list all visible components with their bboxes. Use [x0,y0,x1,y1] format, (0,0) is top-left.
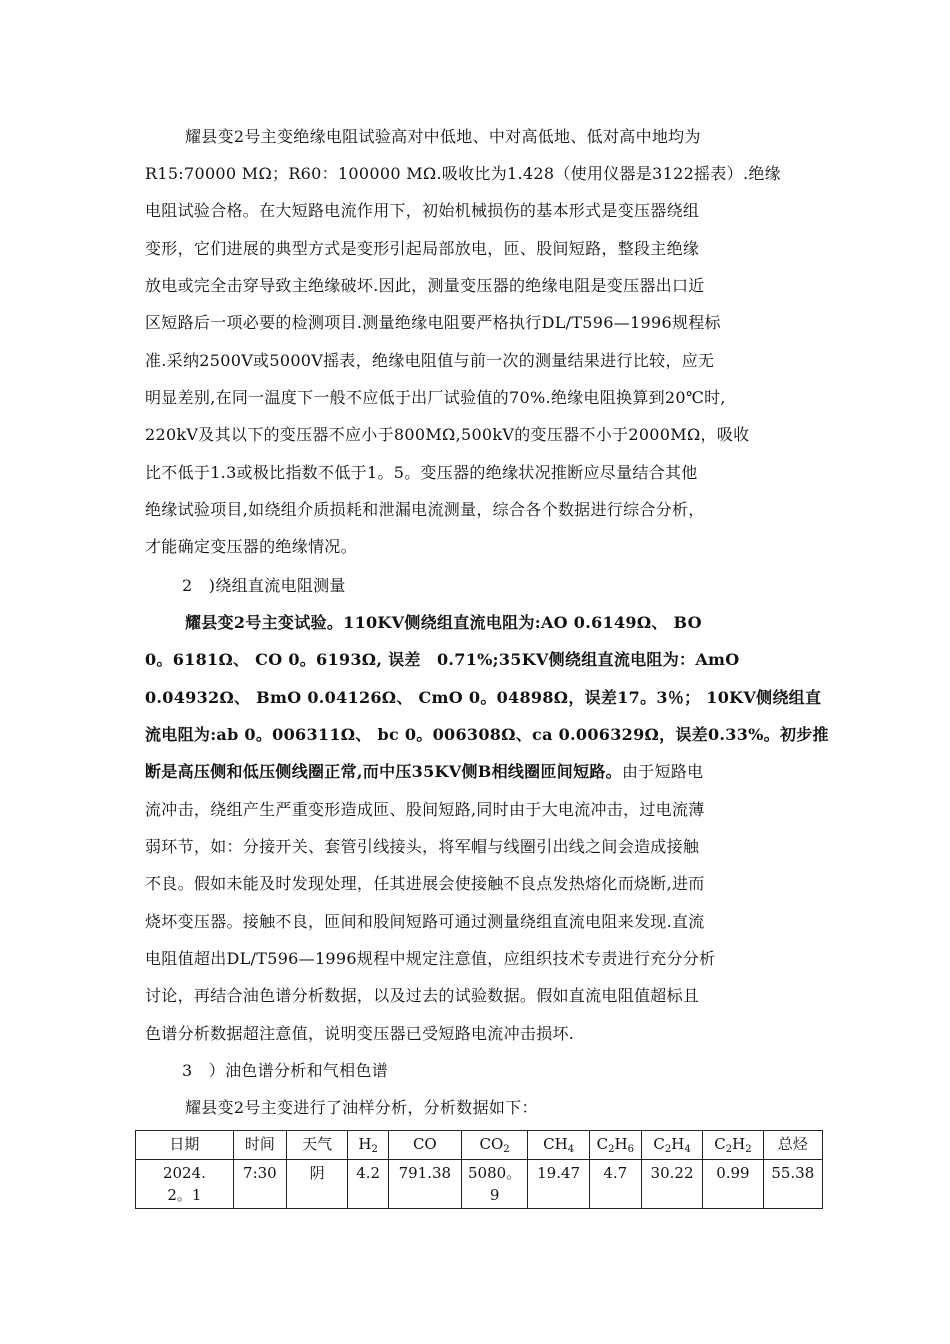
text-line: 流电阻为:ab 0。006311Ω、 bc 0。006308Ω、ca 0.006329Ω，误差0.33%。初步推 [145,725,829,744]
text-line [145,762,815,782]
header-subscript: 2 [725,1144,733,1155]
text-line: 电阻试验合格。在大短路电流作用下，初始机械损伤的基本形式是变压器绕组 [145,201,700,220]
col-header-h2 [348,1131,389,1160]
text-line: 烧坏变压器。接触不良，匝间和股间短路可通过测量绕组直流电阻来发现.直流 [145,912,705,931]
text-line: 放电或完全击穿导致主绝缘破坏.因此，测量变压器的绝缘电阻是变压器出口近 [145,276,705,295]
col-header-co [388,1131,461,1160]
cell-h2: 4.2 [348,1160,389,1209]
cell-c2h6: 4.7 [589,1160,641,1209]
header-text: 日期 [169,1135,200,1153]
section-heading-dc-resistance: 2 )绕组直流电阻测量 [182,576,346,595]
header-subscript: 2 [371,1144,378,1155]
col-header-co2 [461,1131,528,1160]
col-header-total-hydrocarbon [763,1131,822,1160]
cell-time: 7:30 [233,1160,286,1209]
cell-ch4: 19.47 [528,1160,589,1209]
text-line: 色谱分析数据超注意值，说明变压器已受短路电流冲击损坏. [145,1024,575,1043]
text-line: 绝缘试验项目,如绕组介质损耗和泄漏电流测量，综合各个数据进行综合分析， [145,500,705,519]
text-span-bold: 断是高压侧和低压侧线圈正常,而中压35KV侧B相线圈匝间短路。 [145,762,622,781]
cell-total-hydrocarbon: 55.38 [763,1160,822,1209]
header-subscript: 2 [608,1144,615,1155]
text-line: 流冲击，绕组产生严重变形造成匝、股间短路,同时由于大电流冲击，过电流薄 [145,800,705,819]
text-line: 明显差别,在同一温度下一般不应低于出厂试验值的70%.绝缘电阻换算到20℃时, [145,388,726,407]
header-text: H [358,1135,372,1153]
cell-c2h4: 30.22 [641,1160,702,1209]
header-text: CH [543,1135,568,1153]
section-heading-oil-chromatography: 3 ）油色谱分析和气相色谱 [182,1061,389,1080]
header-text: 天气 [302,1135,333,1153]
text-line: 弱环节，如：分接开关、套管引线接头，将军帽与线圈引出线之间会造成接触 [145,837,700,856]
text-line: 耀县变2号主变绝缘电阻试验高对中低地、中对高低地、低对高中地均为 [185,127,701,146]
header-text: CO [412,1135,437,1153]
text-line: 220kV及其以下的变压器不应小于800MΩ,500kV的变压器不小于2000MΩ，吸收 [145,425,750,444]
text-line: 耀县变2号主变试验。110KV侧绕组直流电阻为:AO 0.6149Ω、 BO [185,613,702,632]
header-subscript: 6 [627,1144,634,1155]
cell-co2: 5080。9 [461,1160,528,1209]
header-subscript: 2 [503,1144,510,1155]
cell-weather: 阴 [286,1160,347,1209]
header-subscript: 2 [745,1144,752,1155]
table-intro: 耀县变2号主变进行了油样分析，分析数据如下： [185,1098,538,1117]
text-line: 比不低于1.3或极比指数不低于1。5。变压器的绝缘状况推断应尽量结合其他 [145,463,698,482]
cell-c2h2: 0.99 [703,1160,763,1209]
header-subscript: 4 [567,1144,575,1155]
header-subscript: 2 [664,1144,672,1155]
text-line: R15:70000 MΩ；R60：100000 MΩ.吸收比为1.428（使用仪器是3122摇表）.绝缘 [145,164,781,183]
text-line: 才能确定变压器的绝缘情况。 [145,537,357,556]
cell-date: 2024.2。1 [136,1160,234,1209]
text-line: 变形，它们进展的典型方式是变形引起局部放电，匝、股间短路，整段主绝缘 [145,239,700,258]
col-header-weather [286,1131,347,1160]
col-header-ch4 [528,1131,589,1160]
col-header-c2h6: $C_2H_6$ [589,1131,641,1160]
text-line: 准.采纳2500V或5000V摇表，绝缘电阻值与前一次的测量结果进行比较，应无 [145,351,715,370]
text-line: 区短路后一项必要的检测项目.测量绝缘电阻要严格执行DL/T596—1996规程标 [145,313,721,332]
text-line: 0.04932Ω、 BmO 0.04126Ω、 CmO 0。04898Ω，误差17。3％； 10KV侧绕组直 [145,688,822,707]
col-header-c2h4: $C_2H_4$ [641,1131,702,1160]
text-line: 不良。假如未能及时发现处理，任其进展会使接触不良点发热熔化而烧断,进而 [145,874,705,893]
text-span: 由于短路电 [621,762,704,781]
col-header-time [233,1131,286,1160]
header-text: 时间 [244,1135,275,1153]
oil-analysis-table [135,1130,823,1209]
header-subscript: 4 [684,1144,691,1155]
col-header-date [136,1131,234,1160]
header-text: CO [479,1135,504,1153]
cell-co: 791.38 [388,1160,461,1209]
table-row [136,1160,823,1209]
col-header-c2h2: $C_2H_2$ [703,1131,763,1160]
text-line: 讨论，再结合油色谱分析数据，以及过去的试验数据。假如直流电阻值超标且 [145,986,700,1005]
text-line: 电阻值超出DL/T596—1996规程中规定注意值，应组织技术专责进行充分分析 [145,949,716,968]
table-header-row [136,1131,823,1160]
header-text: 总烃 [777,1135,808,1153]
text-line: 0。6181Ω、 CO 0。6193Ω, 误差 0.71%;35KV侧绕组直流电阻为：AmO [145,650,740,669]
